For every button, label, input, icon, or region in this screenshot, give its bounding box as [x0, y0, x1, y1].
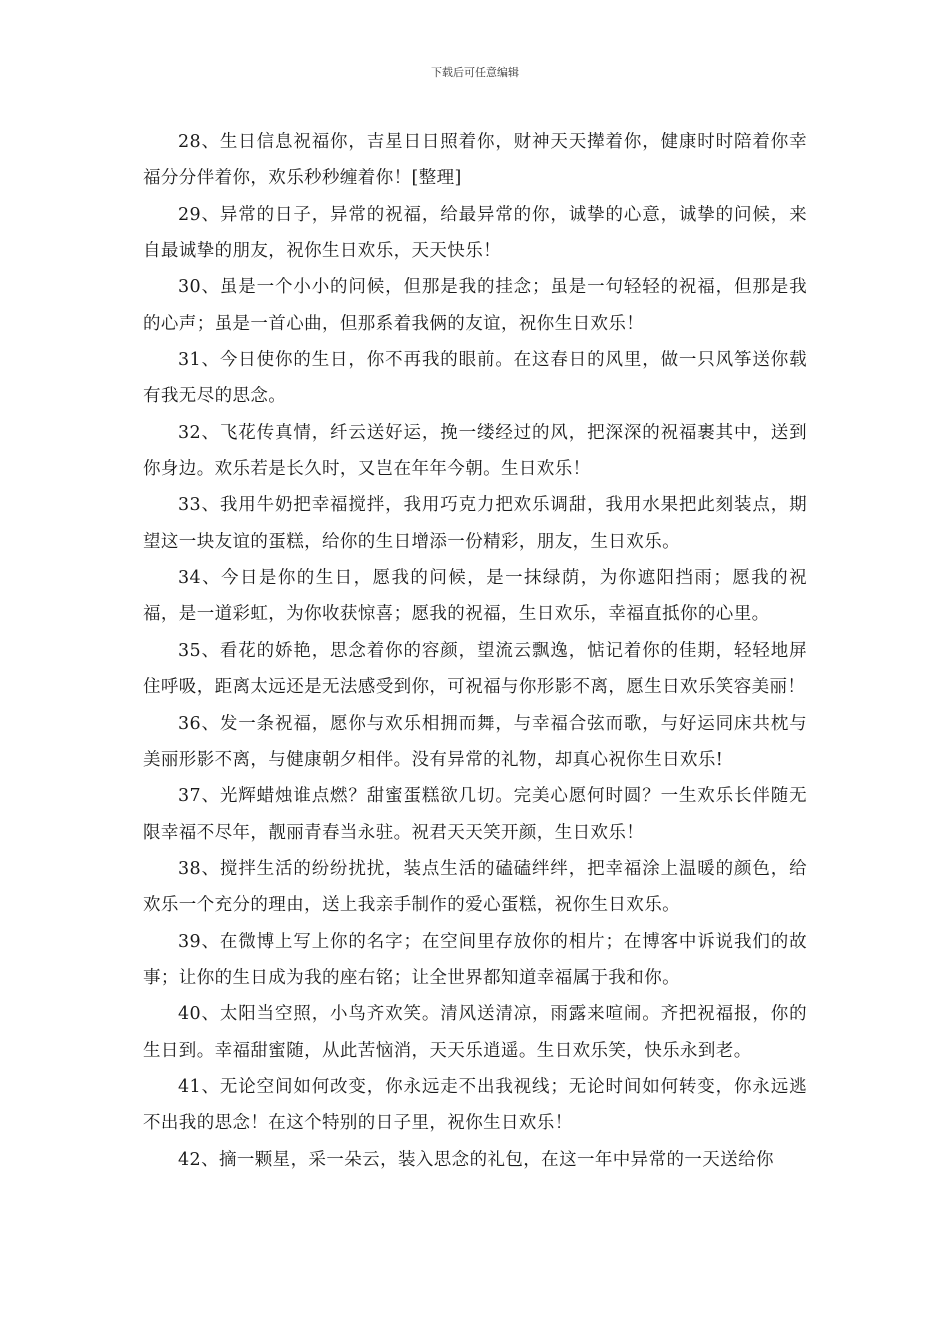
paragraph-40: 40、太阳当空照，小鸟齐欢笑。清风送清凉，雨露来喧闹。齐把祝福报，你的生日到。幸福甜蜜随，从此苦恼消，天天乐逍遥。生日欢乐笑，快乐永到老。 [143, 1004, 807, 1061]
paragraph-29: 29、异常的日子，异常的祝福，给最异常的你，诚挚的心意，诚挚的问候，来自最诚挚的朋友，祝你生日欢乐，天天快乐！ [143, 204, 807, 262]
paragraph-36: 36、发一条祝福，愿你与欢乐相拥而舞，与幸福合弦而歌，与好运同床共枕与美丽形影不离，与健康朝夕相伴。没有异常的礼物，却真心祝你生日欢乐! [143, 713, 807, 770]
page-header: 下载后可任意编辑 [431, 66, 519, 79]
paragraph-30: 30、虽是一个小小的问候，但那是我的挂念；虽是一句轻轻的祝福，但那是我的心声；虽是一首心曲，但那系着我俩的友谊，祝你生日欢乐！ [143, 277, 807, 334]
paragraph-41: 41、无论空间如何改变，你永远走不出我视线；无论时间如何转变，你永远逃不出我的思念！在这个特别的日子里，祝你生日欢乐！ [143, 1076, 807, 1134]
paragraph-33: 33、我用牛奶把幸福搅拌，我用巧克力把欢乐调甜，我用水果把此刻装点，期望这一块友谊的蛋糕，给你的生日增添一份精彩，朋友，生日欢乐。 [143, 495, 807, 552]
paragraph-42: 42、摘一颗星，采一朵云，装入思念的礼包，在这一年中异常的一天送给你 [178, 1149, 774, 1170]
paragraph-28: 28、生日信息祝福你，吉星日日照着你，财神天天撵着你，健康时时陪着你幸福分分伴着你，欢乐秒秒缠着你！[整理] [143, 132, 807, 189]
paragraph-32: 32、飞花传真情，纤云送好运，挽一缕经过的风，把深深的祝福裹其中，送到你身边。欢乐若是长久时，又岂在年年今朝。生日欢乐！ [143, 422, 807, 480]
paragraph-34: 34、今日是你的生日，愿我的问候，是一抹绿荫，为你遮阳挡雨；愿我的祝福，是一道彩虹，为你收获惊喜；愿我的祝福，生日欢乐，幸福直抵你的心里。 [143, 568, 807, 625]
paragraph-39: 39、在微博上写上你的名字；在空间里存放你的相片；在博客中诉说我们的故事；让你的生日成为我的座右铭；让全世界都知道幸福属于我和你。 [143, 931, 807, 988]
paragraph-38: 38、搅拌生活的纷纷扰扰，装点生活的磕磕绊绊，把幸福涂上温暖的颜色，给欢乐一个充分的理由，送上我亲手制作的爱心蛋糕，祝你生日欢乐。 [143, 858, 807, 916]
document-body [143, 124, 807, 1178]
paragraph-31: 31、今日使你的生日，你不再我的眼前。在这春日的风里，做一只风筝送你载有我无尽的思念。 [143, 350, 807, 407]
paragraph-35: 35、看花的娇艳，思念着你的容颜，望流云飘逸，惦记着你的佳期，轻轻地屏住呼吸，距离太远还是无法感受到你，可祝福与你形影不离，愿生日欢乐笑容美丽！ [143, 640, 807, 698]
paragraph-37: 37、光辉蜡烛谁点燃？甜蜜蛋糕欲几切。完美心愿何时圆？一生欢乐长伴随无限幸福不尽年，靓丽青春当永驻。祝君天天笑开颜，生日欢乐！ [143, 786, 807, 843]
